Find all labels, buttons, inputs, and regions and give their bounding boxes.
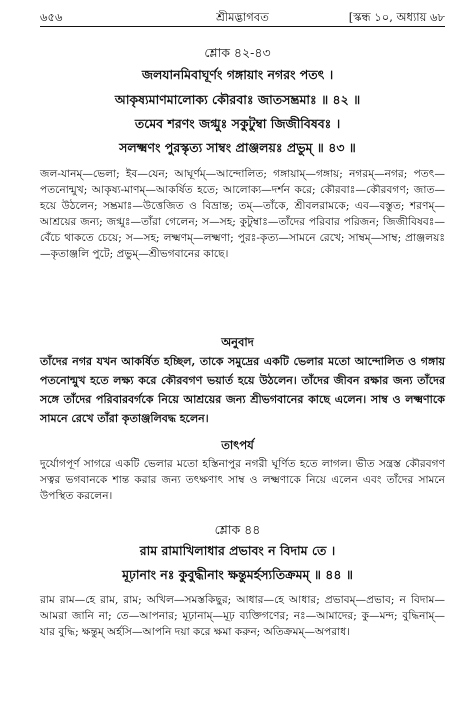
verse-line: মূঢ়ানাং নঃ কুবুদ্ধীনাং ক্ষন্তুমর্হস্যতিক্রমম্ ॥ ৪৪ ॥ [122, 567, 353, 582]
word-synonyms: জল-যানম্—ভেলা; ইব—যেন; আঘূর্ণম্—আন্দোলিত; গঙ্গায়াম্—গঙ্গায়; নগরম্—নগর; পতৎ—পতনোন্মুখ; আকৃষ্য-মাণম্—আকর্ষিত হতে; আলোক্য—দর্শন করে; কৌরবাঃ—কৌরবগণ; জাত—হয়ে উঠলেন; সম্ভ্রমাঃ—উত্তেজিত ও বিভ্রান্ত; তম্—তাঁকে, শ্রীবলরামকে; এব—বস্তুত; শরণম্—আশ্রয়ের জন্য; জগ্মুঃ—তাঁরা গেলেন; স—সহ; কুটুম্বাঃ—তাঁদের পরিবার পরিজন; জিজীবিষবঃ—বেঁচে থাকতে চেয়ে; স—সহ; লক্ষ্মণম্—লক্ষ্মণা; পুরঃ-কৃত্য—সামনে রেখে; সাম্বম্—সাম্ব; প্রাঞ্জলয়ঃ—কৃতাঞ্জলি পুটে; প্রভুম্—শ্রীভগবানের কাছে। [40, 168, 445, 260]
word-synonyms: রাম রাম—হে রাম, রাম; অখিল—সমস্তকিছুর; আধার—হে আধার; প্রভাবম্—প্রভাব; ন বিদাম—আমরা জানি না; তে—আপনার; মূঢ়ানাম্—মূঢ় ব্যক্তিগণের; নঃ—আমাদের; কু—মন্দ; বুদ্ধিনাম্—যার বুদ্ধি; ক্ষন্তুম্ অর্হসি—আপনি দয়া করে ক্ষমা করুন; অতিক্রমম্—অপরাধ। [40, 594, 445, 638]
purport-heading: তাৎপর্য [221, 438, 254, 452]
translation-text: তাঁদের নগর যখন আকর্ষিত হচ্ছিল, তাকে সমুদ্রের একটি ভেলার মতো আন্দোলিত ও গঙ্গায় পতনোন্মুখ হতে লক্ষ্য করে কৌরবগণ ভয়ার্ত হয়ে উঠলেন। তাঁদের জীবন রক্ষার জন্য তাঁদের সঙ্গে তাঁদের পরিবারবর্গকে নিয়ে আশ্রয়ের জন্য শ্রীভগবানের কাছে এলেন। সাম্ব ও লক্ষ্মণাকে সামনে রেখে তাঁরা কৃতাঞ্জলিবদ্ধ হলেন। [40, 355, 445, 425]
translation-heading: অনুবাদ [221, 335, 254, 349]
section-reference: [স্কন্ধ ১০, অধ্যায় ৬৮ [348, 10, 445, 24]
verse-line: তমেব শরণং জগ্মুঃ সকুটুম্বা জিজীবিষবঃ । [134, 116, 341, 131]
verse-line: আকৃষ্যমাণমালোক্য কৌরবাঃ জাতসম্ভ্রমাঃ ॥ ৪২ ॥ [114, 92, 361, 107]
verse-line: রাম রামাখিলাধার প্রভাবং ন বিদাম তে । [139, 543, 336, 558]
verse-line: সলক্ষ্মণং পুরস্কৃত্য সাম্বং প্রাঞ্জলয়ঃ প্রভুম্ ॥ ৪৩ ॥ [119, 140, 356, 155]
verse-line: জলযানমিবাঘূর্ণং গঙ্গায়াং নগরং পতৎ । [141, 67, 334, 82]
verse-title: শ্লোক ৪২-৪৩ [204, 45, 271, 60]
book-title: শ্রীমদ্ভাগবত [216, 10, 269, 24]
page-number: ৬৫৬ [40, 10, 63, 24]
page-header [40, 9, 445, 25]
verse-title: শ্লোক ৪৪ [214, 522, 261, 537]
header-rule [40, 26, 445, 27]
purport-text: দুর্যোগপূর্ণ সাগরে একটি ভেলার মতো হস্তিনাপুর নগরী ঘূর্ণিত হতে লাগল। ভীত সন্ত্রস্ত কৌরবগণ সত্বর ভগবানকে শান্ত করার জন্য তৎক্ষণাৎ সাম্ব ও লক্ষ্মণাকে নিয়ে এলেন এবং তাঁদের সামনে উপস্থিত করলেন। [40, 458, 445, 502]
